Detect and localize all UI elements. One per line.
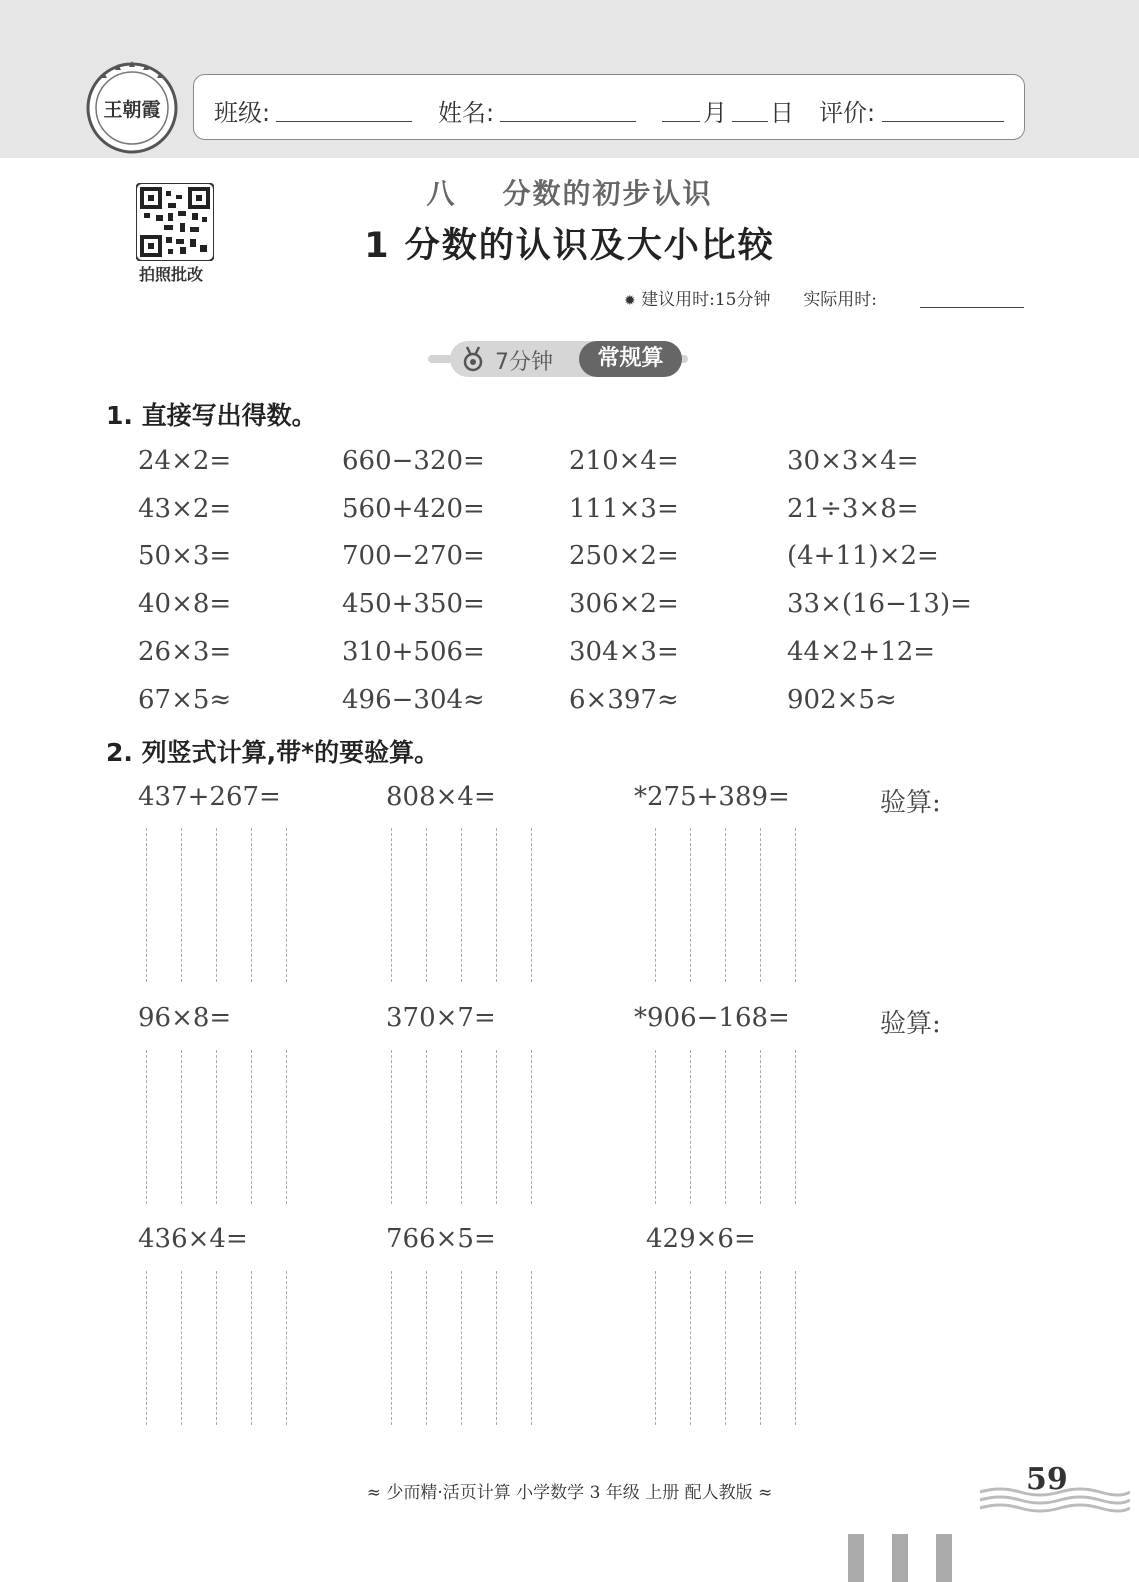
month-label: 月 [703, 99, 727, 127]
guide-line [531, 1271, 532, 1425]
guide-line [760, 1050, 761, 1204]
guide-line [181, 1271, 182, 1425]
guide-line [391, 828, 392, 982]
guide-line [690, 1050, 691, 1204]
wave-icon: ≈ [366, 1483, 381, 1503]
guide-line [655, 1271, 656, 1425]
guide-line [181, 1050, 182, 1204]
question-2-title: 2. 列竖式计算,带*的要验算。 [106, 738, 440, 767]
q2-expr: 96×8= [138, 1003, 232, 1033]
eval-label: 评价: [819, 99, 876, 127]
actual-time-field[interactable] [920, 307, 1024, 308]
guide-line [391, 1050, 392, 1204]
q1-expr: 700−270= [342, 541, 485, 571]
guide-line [760, 828, 761, 982]
guide-line [426, 1271, 427, 1425]
guide-line [426, 828, 427, 982]
q1-expr: 30×3×4= [787, 446, 919, 476]
guide-line [496, 1050, 497, 1204]
day-field[interactable] [732, 121, 768, 122]
guide-line [690, 828, 691, 982]
guide-line [795, 1050, 796, 1204]
q2-expr: *906−168= [634, 1003, 790, 1033]
name-field[interactable] [500, 121, 636, 122]
name-label: 姓名: [438, 99, 495, 127]
q2-expr: 808×4= [386, 782, 496, 812]
brand-logo [84, 58, 180, 154]
q1-expr: 26×3= [138, 637, 232, 667]
banner-tag: 常规算 [579, 341, 682, 377]
suggested-time: 建议用时:15分钟 [641, 290, 771, 310]
wave-icon: ≈ [758, 1483, 773, 1503]
guide-line [655, 1050, 656, 1204]
guide-line [251, 828, 252, 982]
q1-expr: 40×8= [138, 589, 232, 619]
time-info [624, 285, 877, 310]
guide-line [181, 828, 182, 982]
q1-expr: 50×3= [138, 541, 232, 571]
wave-decoration [980, 1484, 1130, 1514]
q1-expr: 210×4= [569, 446, 679, 476]
guide-line [461, 1050, 462, 1204]
margin-bar [936, 1534, 952, 1582]
guide-line [286, 1050, 287, 1204]
brand-name: 王朝霞 [103, 99, 161, 121]
guide-line [426, 1050, 427, 1204]
unit-number: 八 [426, 177, 457, 210]
actual-time-label: 实际用时: [803, 290, 878, 310]
question-1-title: 1. 直接写出得数。 [106, 401, 317, 430]
q1-expr: 111×3= [569, 494, 679, 524]
unit-name: 分数的初步认识 [502, 177, 713, 210]
guide-line [286, 828, 287, 982]
lesson-title: 1 分数的认识及大小比较 [364, 226, 775, 266]
eval-field[interactable] [882, 121, 1004, 122]
class-label: 班级: [214, 99, 271, 127]
q2-expr: 370×7= [386, 1003, 496, 1033]
guide-line [795, 1271, 796, 1425]
footer-text [0, 1478, 1139, 1503]
guide-line [216, 1050, 217, 1204]
q2-expr: *275+389= [634, 782, 790, 812]
day-label: 日 [770, 99, 794, 127]
q1-expr: 310+506= [342, 637, 485, 667]
page-number: 59 [1026, 1462, 1068, 1497]
guide-line [725, 1050, 726, 1204]
unit-title [0, 172, 1139, 212]
q1-expr: 304×3= [569, 637, 679, 667]
guide-line [286, 1271, 287, 1425]
check-label: 验算: [880, 1009, 941, 1039]
q2-expr: 429×6= [646, 1224, 756, 1254]
q1-expr: 660−320= [342, 446, 485, 476]
guide-line [216, 828, 217, 982]
guide-line [251, 1050, 252, 1204]
banner-time: 7分钟 [495, 350, 553, 375]
q1-expr: 306×2= [569, 589, 679, 619]
q1-expr: 902×5≈ [787, 685, 897, 715]
guide-line [461, 1271, 462, 1425]
footer-series: 少而精·活页计算 小学数学 3 年级 上册 配人教版 [386, 1483, 753, 1503]
q1-expr: 43×2= [138, 494, 232, 524]
guide-line [690, 1271, 691, 1425]
q2-expr: 437+267= [138, 782, 281, 812]
qr-label: 拍照批改 [139, 265, 204, 284]
q1-expr: 44×2+12= [787, 637, 936, 667]
guide-line [216, 1271, 217, 1425]
guide-line [531, 828, 532, 982]
q1-expr: (4+11)×2= [787, 541, 939, 571]
margin-bar [892, 1534, 908, 1582]
medal-icon [461, 346, 485, 372]
month-field[interactable] [662, 121, 700, 122]
q1-expr: 33×(16−13)= [787, 589, 972, 619]
guide-line [496, 1271, 497, 1425]
guide-line [655, 828, 656, 982]
guide-line [760, 1271, 761, 1425]
class-field[interactable] [276, 121, 412, 122]
guide-line [251, 1271, 252, 1425]
student-info-box [193, 74, 1025, 140]
q1-expr: 450+350= [342, 589, 485, 619]
margin-bar [848, 1534, 864, 1582]
q1-expr: 67×5≈ [138, 685, 232, 715]
q1-expr: 6×397≈ [569, 685, 679, 715]
guide-line [496, 828, 497, 982]
guide-line [391, 1271, 392, 1425]
guide-line [725, 828, 726, 982]
guide-line [725, 1271, 726, 1425]
q1-expr: 560+420= [342, 494, 485, 524]
guide-line [795, 828, 796, 982]
guide-line [146, 1271, 147, 1425]
q2-expr: 766×5= [386, 1224, 496, 1254]
gear-icon: ✹ [624, 293, 636, 309]
q1-expr: 496−304≈ [342, 685, 485, 715]
q1-expr: 21÷3×8= [787, 494, 919, 524]
guide-line [461, 828, 462, 982]
guide-line [146, 828, 147, 982]
check-label: 验算: [880, 788, 941, 818]
guide-line [531, 1050, 532, 1204]
q1-expr: 24×2= [138, 446, 232, 476]
q1-expr: 250×2= [569, 541, 679, 571]
guide-line [146, 1050, 147, 1204]
q2-expr: 436×4= [138, 1224, 248, 1254]
